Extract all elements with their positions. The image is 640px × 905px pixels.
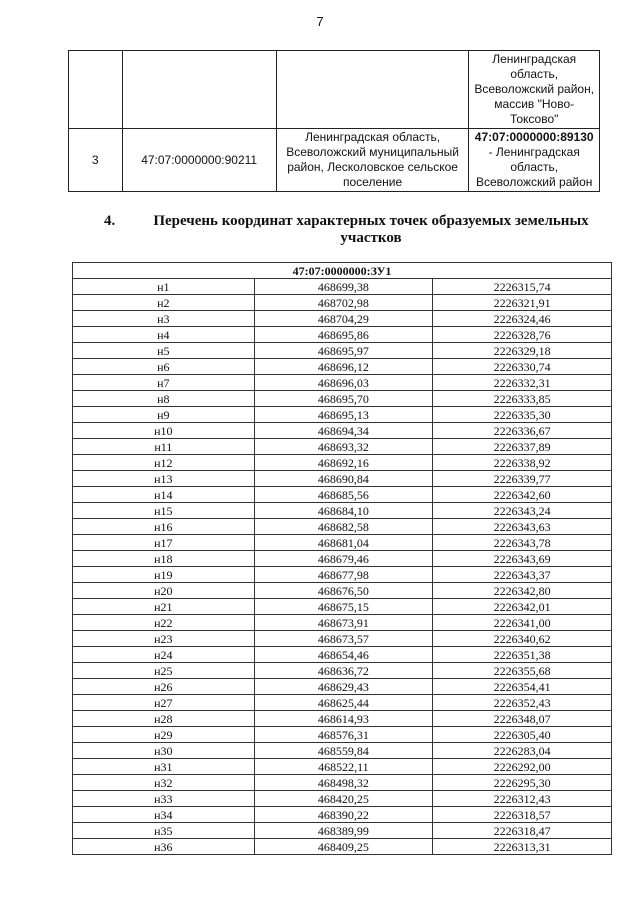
table-row [73,615,612,631]
y-coordinate: 2226339,77 [433,471,612,487]
y-coordinate: 2226342,60 [433,487,612,503]
x-coordinate: 468675,15 [254,599,433,615]
y-coordinate: 2226292,00 [433,759,612,775]
y-coordinate: 2226321,91 [433,295,612,311]
location-line: Всеволожский район, [474,82,595,96]
y-coordinate: 2226313,31 [433,839,612,855]
location-line: массив "Ново- [494,97,575,111]
table-row [73,423,612,439]
point-name: н34 [73,807,255,823]
address-line: Всеволожский муниципальный [286,145,459,159]
y-coordinate: 2226348,07 [433,711,612,727]
point-name: н6 [73,359,255,375]
y-coordinate: 2226343,78 [433,535,612,551]
point-name: н31 [73,759,255,775]
address-line: поселение [343,175,403,189]
coordinates-table [72,262,612,855]
x-coordinate: 468696,03 [254,375,433,391]
location-cell [469,51,600,129]
x-coordinate: 468681,04 [254,535,433,551]
table-row [69,129,600,192]
x-coordinate: 468692,16 [254,455,433,471]
y-coordinate: 2226305,40 [433,727,612,743]
table-row [73,727,612,743]
point-name: н17 [73,535,255,551]
y-coordinate: 2226283,04 [433,743,612,759]
cadastral-number: 47:07:0000000:90211 [122,129,276,192]
y-coordinate: 2226340,62 [433,631,612,647]
x-coordinate: 468654,46 [254,647,433,663]
point-name: н4 [73,327,255,343]
table-row [73,631,612,647]
x-coordinate: 468420,25 [254,791,433,807]
x-coordinate: 468696,12 [254,359,433,375]
table-row [73,343,612,359]
x-coordinate: 468498,32 [254,775,433,791]
table-row [73,743,612,759]
point-name: н32 [73,775,255,791]
location-line: область, [510,67,559,81]
y-coordinate: 2226330,74 [433,359,612,375]
location-line: область, [510,160,559,174]
point-name: н25 [73,663,255,679]
point-name: н27 [73,695,255,711]
x-coordinate: 468699,38 [254,279,433,295]
y-coordinate: 2226343,63 [433,519,612,535]
table-row [73,471,612,487]
x-coordinate: 468614,93 [254,711,433,727]
x-coordinate: 468690,84 [254,471,433,487]
section-title [60,213,600,247]
table-row [73,679,612,695]
point-name: н28 [73,711,255,727]
x-coordinate: 468625,44 [254,695,433,711]
table-row [73,359,612,375]
point-name: н2 [73,295,255,311]
table-row [73,455,612,471]
point-name: н11 [73,439,255,455]
x-coordinate: 468522,11 [254,759,433,775]
coordinates-body [73,279,612,855]
point-name: н15 [73,503,255,519]
table-cell [69,51,123,129]
x-coordinate: 468704,29 [254,311,433,327]
table-row [73,711,612,727]
table-row [73,695,612,711]
table-row [73,599,612,615]
point-name: н13 [73,471,255,487]
table-row [73,407,612,423]
table-row [73,295,612,311]
source-cadastral-number: 47:07:0000000:89130 [474,130,594,144]
x-coordinate: 468679,46 [254,551,433,567]
table-row [73,663,612,679]
section-title-line: участков [340,230,402,246]
point-name: н26 [73,679,255,695]
x-coordinate: 468636,72 [254,663,433,679]
y-coordinate: 2226336,67 [433,423,612,439]
table-row [73,327,612,343]
point-name: н5 [73,343,255,359]
table-row [73,647,612,663]
x-coordinate: 468629,43 [254,679,433,695]
y-coordinate: 2226312,43 [433,791,612,807]
point-name: н22 [73,615,255,631]
x-coordinate: 468676,50 [254,583,433,599]
section-number: 4. [104,213,116,229]
table-row [73,807,612,823]
table-row [73,487,612,503]
table-row [73,791,612,807]
point-name: н12 [73,455,255,471]
table-row [73,503,612,519]
section-heading [60,213,600,247]
x-coordinate: 468702,98 [254,295,433,311]
x-coordinate: 468684,10 [254,503,433,519]
y-coordinate: 2226318,47 [433,823,612,839]
table-row [73,567,612,583]
x-coordinate: 468673,91 [254,615,433,631]
y-coordinate: 2226342,80 [433,583,612,599]
y-coordinate: 2226324,46 [433,311,612,327]
x-coordinate: 468682,58 [254,519,433,535]
table-row [73,279,612,295]
point-name: н35 [73,823,255,839]
x-coordinate: 468695,86 [254,327,433,343]
table-row [73,551,612,567]
y-coordinate: 2226352,43 [433,695,612,711]
y-coordinate: 2226328,76 [433,327,612,343]
page-number: 7 [316,14,324,29]
point-name: н7 [73,375,255,391]
y-coordinate: 2226333,85 [433,391,612,407]
y-coordinate: 2226343,24 [433,503,612,519]
x-coordinate: 468695,97 [254,343,433,359]
table-row [73,375,612,391]
point-name: н20 [73,583,255,599]
x-coordinate: 468389,99 [254,823,433,839]
y-coordinate: 2226337,89 [433,439,612,455]
parcel-group-header: 47:07:0000000:ЗУ1 [73,263,612,279]
location-line: Ленинградская [492,52,577,66]
y-coordinate: 2226332,31 [433,375,612,391]
table-row [73,519,612,535]
location-line: Токсово" [509,112,559,126]
table-row [73,775,612,791]
table-cell [276,51,469,129]
y-coordinate: 2226354,41 [433,679,612,695]
source-parcel-cell [469,129,600,192]
location-line: Всеволожский район [476,175,593,189]
point-name: н9 [73,407,255,423]
parcel-info-table [68,50,600,192]
x-coordinate: 468576,31 [254,727,433,743]
x-coordinate: 468409,25 [254,839,433,855]
x-coordinate: 468695,70 [254,391,433,407]
y-coordinate: 2226341,00 [433,615,612,631]
point-name: н18 [73,551,255,567]
point-name: н19 [73,567,255,583]
table-row [73,839,612,855]
point-name: н14 [73,487,255,503]
point-name: н1 [73,279,255,295]
x-coordinate: 468685,56 [254,487,433,503]
address-line: район, Лесколовское сельское [287,160,458,174]
address-cell [276,129,469,192]
y-coordinate: 2226343,69 [433,551,612,567]
table-row [73,439,612,455]
y-coordinate: 2226351,38 [433,647,612,663]
table-row [73,759,612,775]
point-name: н33 [73,791,255,807]
group-header-row [73,263,612,279]
x-coordinate: 468693,32 [254,439,433,455]
y-coordinate: 2226338,92 [433,455,612,471]
y-coordinate: 2226318,57 [433,807,612,823]
table-cell [122,51,276,129]
x-coordinate: 468559,84 [254,743,433,759]
y-coordinate: 2226355,68 [433,663,612,679]
section-title-line: Перечень координат характерных точек образуемых земельных [153,213,589,229]
point-name: н36 [73,839,255,855]
point-name: н21 [73,599,255,615]
y-coordinate: 2226315,74 [433,279,612,295]
point-name: н10 [73,423,255,439]
y-coordinate: 2226343,37 [433,567,612,583]
x-coordinate: 468694,34 [254,423,433,439]
table-row [73,583,612,599]
table-row [73,311,612,327]
point-name: н16 [73,519,255,535]
y-coordinate: 2226335,30 [433,407,612,423]
y-coordinate: 2226342,01 [433,599,612,615]
x-coordinate: 468677,98 [254,567,433,583]
point-name: н30 [73,743,255,759]
point-name: н24 [73,647,255,663]
table-row [73,535,612,551]
x-coordinate: 468390,22 [254,807,433,823]
point-name: н8 [73,391,255,407]
table-row [69,51,600,129]
x-coordinate: 468695,13 [254,407,433,423]
point-name: н3 [73,311,255,327]
x-coordinate: 468673,57 [254,631,433,647]
point-name: н29 [73,727,255,743]
y-coordinate: 2226329,18 [433,343,612,359]
y-coordinate: 2226295,30 [433,775,612,791]
location-line: - Ленинградская [488,145,580,159]
address-line: Ленинградская область, [305,130,441,144]
table-row [73,391,612,407]
table-row [73,823,612,839]
point-name: н23 [73,631,255,647]
row-number: 3 [69,129,123,192]
